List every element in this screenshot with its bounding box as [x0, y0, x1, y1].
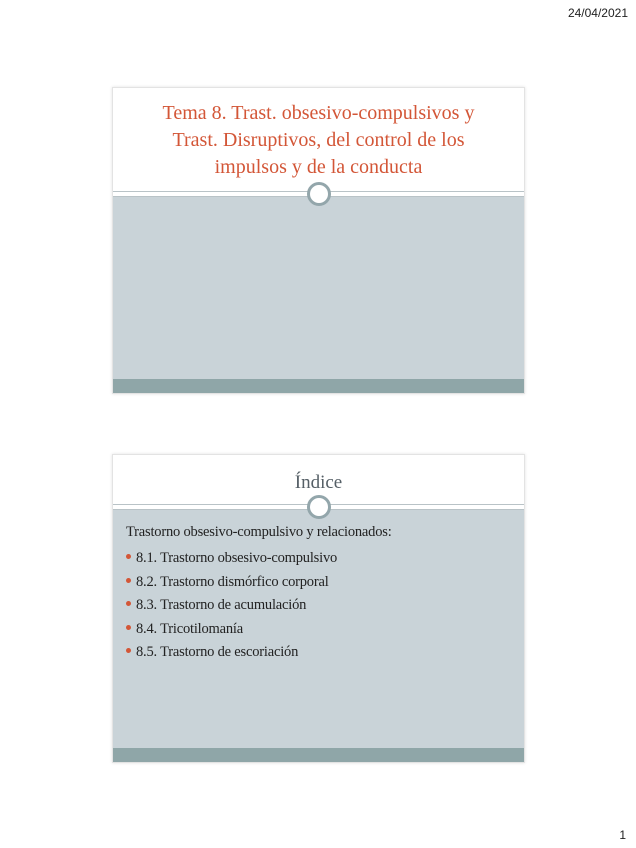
slide-title: [112, 87, 525, 394]
section-heading: Trastorno obsesivo-compulsivo y relacionados:: [126, 524, 392, 540]
slide-footer-bar: [113, 379, 524, 393]
list-item: [126, 594, 337, 618]
bullet-icon: [126, 601, 131, 606]
title-line: impulsos y de la conducta: [214, 156, 423, 178]
bullet-icon: [126, 625, 131, 630]
bullet-icon: [126, 554, 131, 559]
bullet-icon: [126, 648, 131, 653]
index-title: Índice: [294, 472, 343, 493]
slide-main-title: [119, 100, 518, 181]
list-item: [126, 547, 337, 571]
title-line: Tema 8. Trast. obsesivo-compulsivos y: [162, 102, 475, 124]
index-list: [126, 547, 337, 665]
slide-header: [113, 88, 524, 194]
list-item-label: 8.4. Tricotilomanía: [136, 620, 243, 637]
ring-ornament-icon: [307, 495, 331, 519]
list-item: [126, 618, 337, 642]
slide-body: [113, 194, 524, 379]
bullet-icon: [126, 578, 131, 583]
title-line: Trast. Disruptivos, del control de los: [172, 129, 465, 151]
page-number: 1: [619, 828, 626, 842]
slide-footer-bar: [113, 748, 524, 762]
list-item-label: 8.3. Trastorno de acumulación: [136, 597, 307, 613]
page-date: 24/04/2021: [567, 6, 628, 20]
ring-ornament-icon: [307, 182, 331, 206]
list-item-label: 8.2. Trastorno dismórfico corporal: [136, 573, 329, 590]
list-item-label: 8.5. Trastorno de escoriación: [136, 644, 299, 660]
list-item-label: 8.1. Trastorno obsesivo-compulsivo: [136, 550, 338, 566]
list-item: [126, 571, 337, 595]
slide-index: [112, 454, 525, 763]
list-item: [126, 641, 337, 665]
